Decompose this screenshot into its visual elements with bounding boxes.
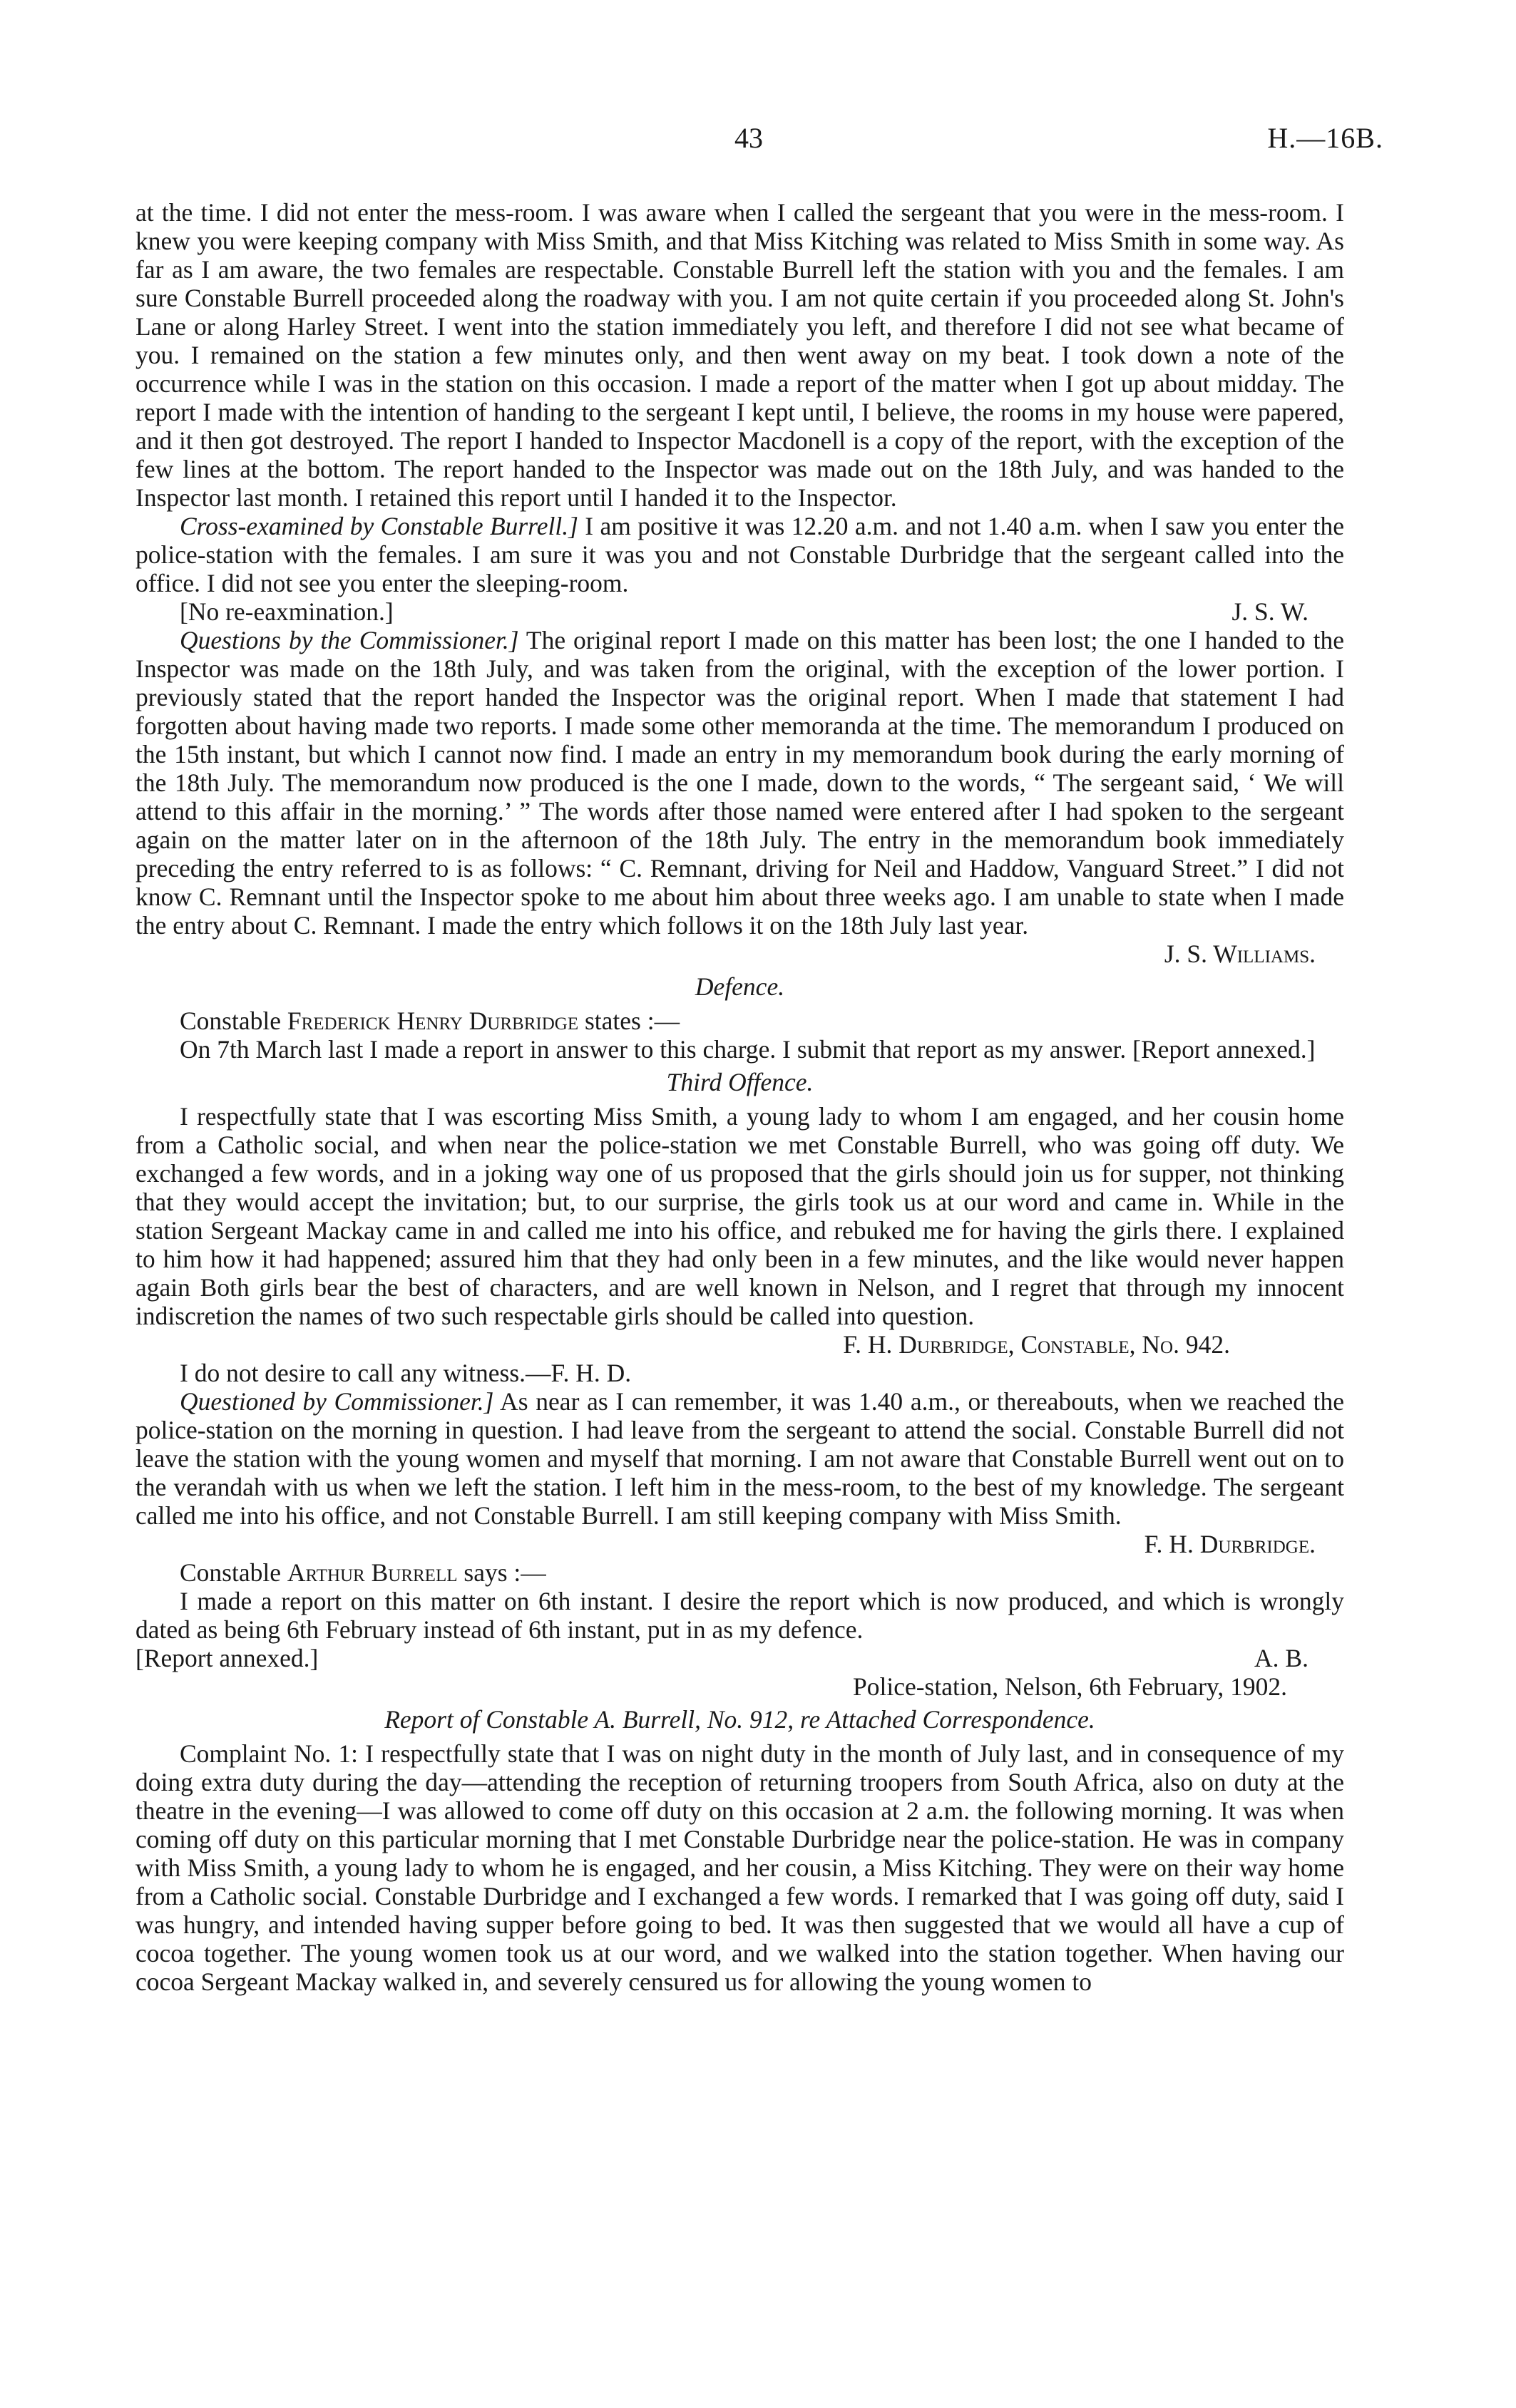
paragraph-burrell-says: Constable Arthur Burrell says :— [180, 1558, 546, 1587]
questioned-text: As near as I can remember, it was 1.40 a.m., or thereabouts, when we reached the police-station on the morning in question. I had leave from the sergeant to attend the social. Constable Burrell did not leave the station with the young women and myself that morning. I am not aware that Constable Burrell went out on to the verandah with us when we left the station. I left him in the mess-room, to the best of my knowledge. The sergeant called me into his office, and not Constable Burrell. I am still keeping company with Miss Smith. [135, 1387, 1345, 1530]
document-reference: H.—16B. [1267, 122, 1383, 154]
witness-name-durbridge: Frederick Henry Durbridge [287, 1007, 579, 1035]
paragraph-testimony-continued: at the time. I did not enter the mess-room. I was aware when I called the sergeant that you were in the mess-room. I knew you were keeping company with Miss Smith, and that Miss Kitching was related to Miss Smith in some way. As far as I am aware, the two females are respectable. Constable Burrell left the station with you and the females. I am sure Constable Burrell proceeded along the roadway with you. I am not quite certain if you proceeded along St. John's Lane or along Harley Street. I went into the station immediately you left, and therefore I did not see what became of you. I remained on the station a few minutes only, and then went away on my beat. I took down a note of the occurrence while I was in the station on this occasion. I made a report of the matter when I got up about midday. The report I made with the intention of handing to the sergeant I kept until, I believe, the rooms in my house were papered, and it then got destroyed. The report I handed to Inspector Macdonell is a copy of the report, with the exception of the few lines at the bottom. The report handed to the Inspector was made out on the 18th July, and was handed to the Inspector last month. I retained this report until I handed it to the Inspector. [135, 198, 1344, 512]
initials-jsw: J. S. W. [1231, 597, 1308, 626]
paragraph-no-witness: I do not desire to call any witness.—F. H. D. [180, 1359, 632, 1387]
paragraph-durbridge-report: I respectfully state that I was escorting Miss Smith, a young lady to whom I am engaged, and her cousin home from a Catholic social, and when near the police-station we met Constable Burrell, who was going off duty. We exchanged a few words, and in a joking way one of us proposed that the girls should join us for supper, not thinking that they would accept the invitation; but, to our surprise, the girls took us at our word and came in. While in the station Sergeant Mackay came in and called me into his office, and rebuked me for having the girls there. I explained to him how it had happened; assured him that they had only been in a few minutes, and the like would never happen again Both girls bear the best of characters, and are well known in Nelson, and I regret that through my innocent indiscretion the names of two such respectable girls should be called into question. [135, 1102, 1344, 1330]
heading-burrell-report: Report of Constable A. Burrell, No. 912, re Attached Correspondence. [384, 1705, 1095, 1734]
page-header [0, 121, 1516, 164]
paragraph-commissioner-questions [135, 626, 1344, 940]
paragraph-questioned-by-commissioner [135, 1387, 1344, 1530]
cross-examination-label: Cross-examined by Constable Burrell.] [180, 512, 578, 540]
paragraph-durbridge-states: Constable Frederick Henry Durbridge states :— [180, 1007, 680, 1035]
paragraph-burrell-report: I made a report on this matter on 6th instant. I desire the report which is now produced, and which is wrongly dated as being 6th February instead of 6th instant, put in as my defence. [135, 1587, 1344, 1644]
signature-williams: J. S. Williams. [1164, 940, 1316, 968]
witness-name-burrell: Arthur Burrell [287, 1558, 458, 1587]
no-reexamination-note: [No re-eaxmination.] [180, 597, 394, 626]
paragraph-report-submitted: On 7th March last I made a report in answer to this charge. I submit that report as my answer. [Report annexed.] [180, 1035, 1316, 1064]
questioned-label: Questioned by Commissioner.] [180, 1387, 494, 1416]
paragraph-complaint-one: Complaint No. 1: I respectfully state that I was on night duty in the month of July last, and in consequence of my doing extra duty during the day—attending the reception of returning troopers from South Africa, also on duty at the theatre in the evening—I was allowed to come off duty on this occasion at 2 a.m. the following morning. It was when coming off duty on this particular morning that I met Constable Durbridge near the police-station. He was in company with Miss Smith, a young lady to whom he is engaged, and her cousin, a Miss Kitching. They were on their way home from a Catholic social. Constable Durbridge and I exchanged a few words. I remarked that I was going off duty, said I was hungry, and intended having supper before going to bed. It was then suggested that we would all have a cup of cocoa together. The young women took us at our word, and we walked into the station together. When having our cocoa Sergeant Mackay walked in, and severely censured us for allowing the young women to [135, 1739, 1344, 1996]
commissioner-questions-label: Questions by the Commissioner.] [180, 626, 519, 654]
paragraph-cross-examination [135, 512, 1344, 597]
page-number: 43 [734, 122, 763, 154]
initials-ab: A. B. [1254, 1644, 1308, 1672]
no-reexamination-line [135, 597, 1344, 626]
heading-third-offence: Third Offence. [666, 1068, 814, 1096]
report-annexed-note: [Report annexed.] [135, 1644, 319, 1672]
dateline-police-station: Police-station, Nelson, 6th February, 1902. [853, 1672, 1287, 1701]
report-annexed-line [135, 1644, 1344, 1672]
commissioner-questions-text: The original report I made on this matter has been lost; the one I handed to the Inspector was made on the 18th July, and was taken from the original, with the exception of the lower portion. I previously stated that the report handed the Inspector was the original report. When I made that statement I had forgotten about having made two reports. I made some other memoranda at the time. The memorandum I produced on the 15th instant, but which I cannot now find. I made an entry in my memorandum book during the early morning of the 18th July. The memorandum now produced is the one I made, down to the words, “ The sergeant said, ‘ We will attend to this affair in the morning.’ ” The words after those named were entered after I had spoken to the sergeant again on the matter later on in the afternoon of the 18th July. The entry in the memorandum book immediately preceding the entry referred to is as follows: “ C. Remnant, driving for Neil and Haddow, Vanguard Street.” I did not know C. Remnant until the Inspector spoke to me about him about three weeks ago. I am unable to state when I made the entry about C. Remnant. I made the entry which follows it on the 18th July last year. [135, 626, 1345, 940]
signature-durbridge-constable: F. H. Durbridge, Constable, No. 942. [843, 1330, 1230, 1359]
heading-defence: Defence. [695, 972, 785, 1001]
signature-durbridge: F. H. Durbridge. [1144, 1530, 1316, 1558]
cross-examination-text: I am positive it was 12.20 a.m. and not 1.40 a.m. when I saw you enter the police-station with the females. I am sure it was you and not Constable Durbridge that the sergeant called into the office. I did not see you enter the sleeping-room. [135, 512, 1344, 597]
document-body [135, 198, 1344, 1996]
